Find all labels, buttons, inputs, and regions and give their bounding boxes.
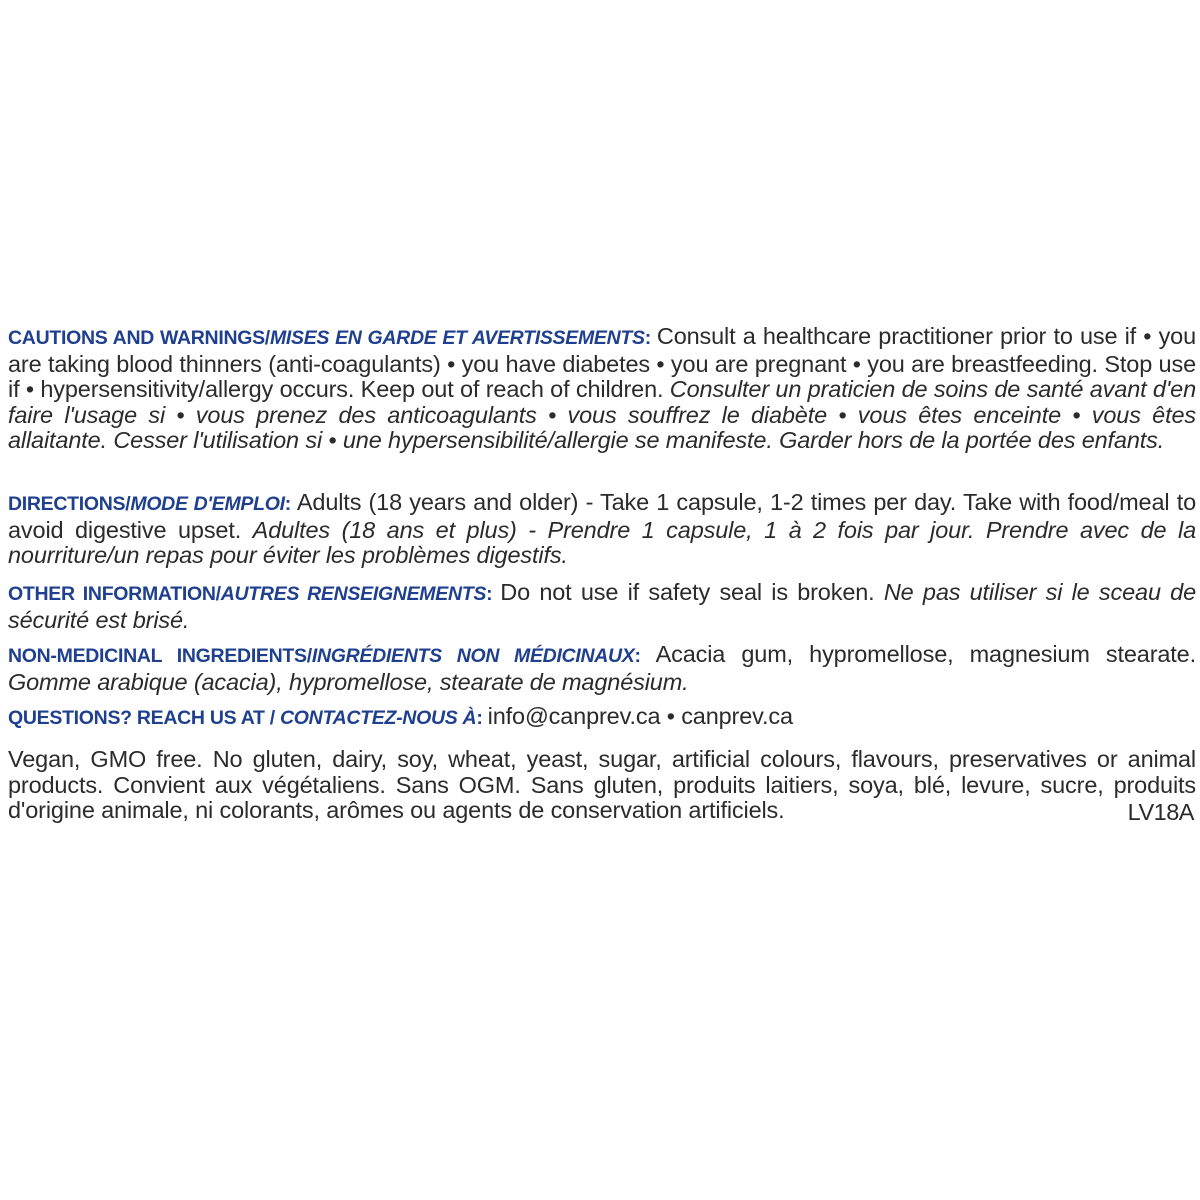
ingredients-text-fr: Gomme arabique (acacia), hypromellose, stearate de magnésium. <box>8 668 689 695</box>
ingredients-heading-en: NON-MEDICINAL INGREDIENTS/ <box>8 645 312 667</box>
directions-text-fr: Adultes (18 ans et plus) - Prendre 1 capsule, 1 à 2 fois par jour. Prendre avec de la nourriture/un repas pour éviter les problèmes digestifs. <box>8 516 1196 568</box>
questions-heading-separator: : <box>476 707 488 729</box>
other-information-text-fr: Ne pas utiliser si le sceau de sécurité est brisé. <box>8 579 1196 633</box>
other-information-heading-en: OTHER INFORMATION/ <box>8 583 221 605</box>
ingredients-text-en: Acacia gum, hypromellose, magnesium stearate. <box>655 641 1196 667</box>
dietary-claims-text: Vegan, GMO free. No gluten, dairy, soy, wheat, yeast, sugar, artificial colours, flavours, preservatives or animal products. Convient aux végétaliens. Sans OGM. Sans gluten, produits laitiers, soya, blé, levure, sucre, produits d'origine animale, ni colorants, arômes ou agents de conservation artificiels. <box>8 746 1196 823</box>
other-information-heading-separator: : <box>486 583 501 605</box>
questions-heading-en: QUESTIONS? REACH US AT / <box>8 707 281 729</box>
other-information-heading-fr: AUTRES RENSEIGNEMENTS <box>220 583 487 605</box>
directions-section <box>8 490 1196 569</box>
cautions-heading-separator: : <box>644 327 657 349</box>
ingredients-heading-fr: INGRÉDIENTS NON MÉDICINAUX <box>311 645 635 667</box>
cautions-heading-fr: MISES EN GARDE ET AVERTISSEMENTS <box>269 327 645 349</box>
other-information-text-en: Do not use if safety seal is broken. <box>500 579 884 605</box>
directions-heading-separator: : <box>284 493 297 515</box>
ingredients-heading-separator: : <box>634 645 656 667</box>
contact-text: info@canprev.ca • canprev.ca <box>487 703 793 729</box>
cautions-section <box>8 324 1196 454</box>
lot-code: LV18A <box>1127 799 1194 825</box>
other-information-section <box>8 580 1196 633</box>
cautions-text-en: Consult a healthcare practitioner prior to use if • you are taking blood thinners (anti-coagulants) • you have diabetes • you are pregnant • you are breastfeeding. Stop use if • hypersensitivity/allergy occurs. Keep out of reach of children. <box>8 323 1197 402</box>
questions-section <box>8 704 1196 732</box>
dietary-claims-section <box>8 747 1196 824</box>
directions-heading-en: DIRECTIONS/ <box>8 493 131 515</box>
directions-heading-fr: MODE D'EMPLOI <box>130 493 285 515</box>
cautions-text-fr: Consulter un praticien de soins de santé avant d'en faire l'usage si • vous prenez des anticoagulants • vous souffrez le diabète • vous êtes enceinte • vous êtes allaitante. Cesser l'utilisation si • une hypersensibilité/allergie se manifeste. Garder hors de la portée des enfants. <box>8 376 1196 453</box>
directions-text-en: Adults (18 years and older) - Take 1 capsule, 1-2 times per day. Take with food/meal to avoid digestive upset. <box>8 489 1196 543</box>
cautions-heading-en: CAUTIONS AND WARNINGS/ <box>8 327 270 349</box>
questions-heading-fr: CONTACTEZ-NOUS À <box>280 707 477 729</box>
non-medicinal-ingredients-section <box>8 642 1196 695</box>
